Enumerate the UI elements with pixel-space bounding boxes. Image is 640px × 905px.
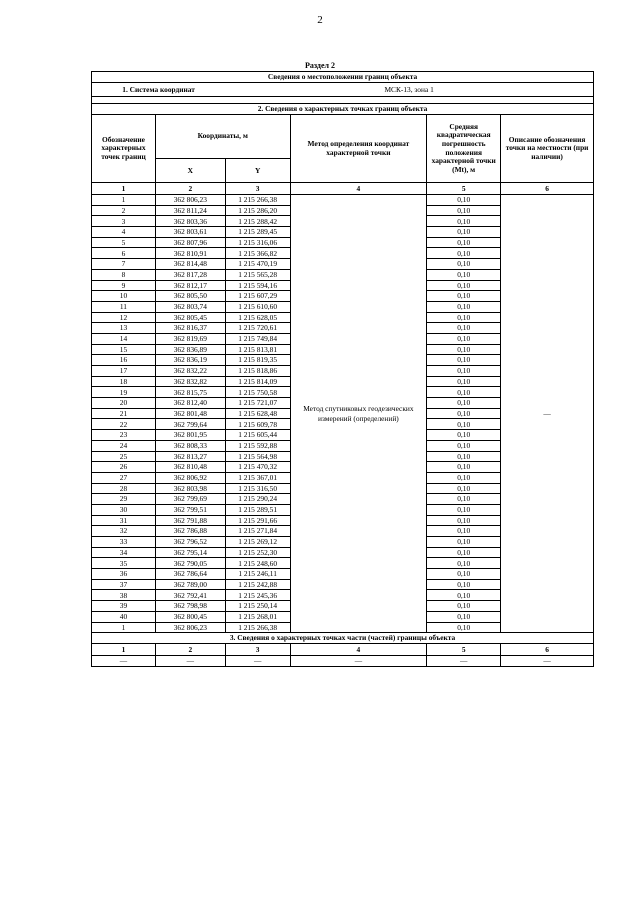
point-accuracy: 0,10	[427, 355, 501, 366]
point-x: 362 790,05	[155, 558, 225, 569]
col-number: 1	[92, 183, 156, 195]
point-number: 12	[92, 312, 156, 323]
point-accuracy: 0,10	[427, 504, 501, 515]
col-number: 6	[501, 183, 594, 195]
point-number: 20	[92, 398, 156, 409]
coordinate-system-value: МСК-13, зона 1	[225, 83, 593, 97]
point-accuracy: 0,10	[427, 216, 501, 227]
point-number: 36	[92, 569, 156, 580]
point-accuracy: 0,10	[427, 419, 501, 430]
col-number: 4	[290, 644, 427, 656]
point-y: 1 215 367,01	[225, 472, 290, 483]
point-x: 362 803,61	[155, 227, 225, 238]
point-accuracy: 0,10	[427, 227, 501, 238]
section3-cell: —	[155, 656, 225, 667]
point-number: 15	[92, 344, 156, 355]
point-x: 362 832,82	[155, 376, 225, 387]
point-x: 362 799,64	[155, 419, 225, 430]
section3-title: 3. Сведения о характерных точках части (частей) границы объекта	[92, 633, 594, 644]
point-y: 1 215 316,50	[225, 483, 290, 494]
point-x: 362 799,69	[155, 494, 225, 505]
point-x: 362 808,33	[155, 440, 225, 451]
point-number: 11	[92, 301, 156, 312]
point-accuracy: 0,10	[427, 558, 501, 569]
point-x: 362 803,98	[155, 483, 225, 494]
point-number: 29	[92, 494, 156, 505]
point-number: 8	[92, 269, 156, 280]
point-number: 9	[92, 280, 156, 291]
point-accuracy: 0,10	[427, 494, 501, 505]
point-number: 38	[92, 590, 156, 601]
point-y: 1 215 291,66	[225, 515, 290, 526]
method-cell: Метод спутниковых геодезических измерений (определений)	[290, 195, 427, 633]
point-number: 4	[92, 227, 156, 238]
point-x: 362 806,92	[155, 472, 225, 483]
point-x: 362 800,45	[155, 611, 225, 622]
point-number: 5	[92, 237, 156, 248]
main-header: Сведения о местоположении границ объекта	[92, 72, 594, 83]
point-y: 1 215 268,01	[225, 611, 290, 622]
point-number: 3	[92, 216, 156, 227]
point-y: 1 215 565,28	[225, 269, 290, 280]
point-number: 1	[92, 622, 156, 633]
point-y: 1 215 242,88	[225, 579, 290, 590]
point-accuracy: 0,10	[427, 291, 501, 302]
point-accuracy: 0,10	[427, 269, 501, 280]
col-number: 5	[427, 183, 501, 195]
point-y: 1 215 316,06	[225, 237, 290, 248]
point-number: 2	[92, 205, 156, 216]
point-number: 1	[92, 195, 156, 206]
point-accuracy: 0,10	[427, 451, 501, 462]
point-number: 35	[92, 558, 156, 569]
point-y: 1 215 248,60	[225, 558, 290, 569]
point-y: 1 215 470,19	[225, 259, 290, 270]
point-number: 22	[92, 419, 156, 430]
point-number: 25	[92, 451, 156, 462]
point-number: 10	[92, 291, 156, 302]
point-x: 362 798,98	[155, 601, 225, 612]
col-number: 3	[225, 183, 290, 195]
point-x: 362 806,23	[155, 195, 225, 206]
point-x: 362 812,17	[155, 280, 225, 291]
coordinate-system-label: 1. Система координат	[92, 83, 226, 97]
point-number: 17	[92, 366, 156, 377]
point-x: 362 812,40	[155, 398, 225, 409]
point-number: 31	[92, 515, 156, 526]
header-accuracy: Средняя квадратическая погрешность положения характерной точки (Mt), м	[427, 115, 501, 183]
point-y: 1 215 819,35	[225, 355, 290, 366]
point-accuracy: 0,10	[427, 526, 501, 537]
spacer-row	[92, 97, 594, 104]
header-y: Y	[225, 159, 290, 183]
point-y: 1 215 749,84	[225, 333, 290, 344]
point-x: 362 795,14	[155, 547, 225, 558]
point-y: 1 215 750,58	[225, 387, 290, 398]
point-y: 1 215 605,44	[225, 430, 290, 441]
section2-title: 2. Сведения о характерных точках границ объекта	[92, 104, 594, 115]
point-x: 362 801,95	[155, 430, 225, 441]
point-x: 362 799,51	[155, 504, 225, 515]
header-point: Обозначение характерных точек границ	[92, 115, 156, 183]
point-x: 362 810,48	[155, 462, 225, 473]
point-x: 362 806,23	[155, 622, 225, 633]
col-number: 5	[427, 644, 501, 656]
point-number: 14	[92, 333, 156, 344]
header-coords: Координаты, м	[155, 115, 290, 159]
point-y: 1 215 366,82	[225, 248, 290, 259]
point-x: 362 803,74	[155, 301, 225, 312]
point-number: 23	[92, 430, 156, 441]
point-accuracy: 0,10	[427, 259, 501, 270]
point-y: 1 215 290,24	[225, 494, 290, 505]
point-number: 37	[92, 579, 156, 590]
point-number: 13	[92, 323, 156, 334]
section3-cell: —	[225, 656, 290, 667]
point-accuracy: 0,10	[427, 344, 501, 355]
table-row	[92, 195, 594, 206]
point-x: 362 836,89	[155, 344, 225, 355]
point-number: 28	[92, 483, 156, 494]
point-number: 30	[92, 504, 156, 515]
section3-cell: —	[92, 656, 156, 667]
point-accuracy: 0,10	[427, 483, 501, 494]
point-y: 1 215 289,45	[225, 227, 290, 238]
point-y: 1 215 628,05	[225, 312, 290, 323]
point-number: 34	[92, 547, 156, 558]
point-y: 1 215 245,36	[225, 590, 290, 601]
point-y: 1 215 564,98	[225, 451, 290, 462]
point-y: 1 215 721,07	[225, 398, 290, 409]
point-y: 1 215 266,38	[225, 622, 290, 633]
point-accuracy: 0,10	[427, 280, 501, 291]
point-accuracy: 0,10	[427, 195, 501, 206]
point-accuracy: 0,10	[427, 323, 501, 334]
point-accuracy: 0,10	[427, 547, 501, 558]
point-number: 19	[92, 387, 156, 398]
point-x: 362 815,75	[155, 387, 225, 398]
point-accuracy: 0,10	[427, 387, 501, 398]
point-y: 1 215 289,51	[225, 504, 290, 515]
page-number: 2	[317, 14, 323, 26]
point-x: 362 817,28	[155, 269, 225, 280]
point-x: 362 792,41	[155, 590, 225, 601]
point-number: 33	[92, 537, 156, 548]
point-y: 1 215 269,12	[225, 537, 290, 548]
header-description: Описание обозначения точки на местности (при наличии)	[501, 115, 594, 183]
point-number: 21	[92, 408, 156, 419]
point-number: 7	[92, 259, 156, 270]
point-y: 1 215 286,20	[225, 205, 290, 216]
point-y: 1 215 246,11	[225, 569, 290, 580]
col-number: 3	[225, 644, 290, 656]
point-y: 1 215 607,29	[225, 291, 290, 302]
point-y: 1 215 266,38	[225, 195, 290, 206]
point-y: 1 215 252,30	[225, 547, 290, 558]
point-x: 362 813,27	[155, 451, 225, 462]
point-y: 1 215 271,84	[225, 526, 290, 537]
point-accuracy: 0,10	[427, 569, 501, 580]
point-accuracy: 0,10	[427, 237, 501, 248]
point-x: 362 803,36	[155, 216, 225, 227]
point-accuracy: 0,10	[427, 248, 501, 259]
point-number: 39	[92, 601, 156, 612]
point-accuracy: 0,10	[427, 430, 501, 441]
point-accuracy: 0,10	[427, 398, 501, 409]
point-accuracy: 0,10	[427, 515, 501, 526]
point-y: 1 215 818,86	[225, 366, 290, 377]
col-number: 1	[92, 644, 156, 656]
header-x: X	[155, 159, 225, 183]
col-number: 6	[501, 644, 594, 656]
point-x: 362 832,22	[155, 366, 225, 377]
point-y: 1 215 609,78	[225, 419, 290, 430]
point-y: 1 215 470,32	[225, 462, 290, 473]
point-accuracy: 0,10	[427, 333, 501, 344]
point-x: 362 805,50	[155, 291, 225, 302]
point-x: 362 805,45	[155, 312, 225, 323]
point-accuracy: 0,10	[427, 590, 501, 601]
point-accuracy: 0,10	[427, 440, 501, 451]
point-accuracy: 0,10	[427, 537, 501, 548]
point-accuracy: 0,10	[427, 472, 501, 483]
point-y: 1 215 720,61	[225, 323, 290, 334]
point-x: 362 791,88	[155, 515, 225, 526]
point-y: 1 215 813,81	[225, 344, 290, 355]
point-y: 1 215 814,09	[225, 376, 290, 387]
section3-cell: —	[427, 656, 501, 667]
point-accuracy: 0,10	[427, 301, 501, 312]
point-y: 1 215 288,42	[225, 216, 290, 227]
point-x: 362 786,64	[155, 569, 225, 580]
point-accuracy: 0,10	[427, 312, 501, 323]
point-accuracy: 0,10	[427, 408, 501, 419]
point-number: 40	[92, 611, 156, 622]
point-accuracy: 0,10	[427, 579, 501, 590]
point-y: 1 215 610,60	[225, 301, 290, 312]
point-x: 362 810,91	[155, 248, 225, 259]
point-x: 362 786,88	[155, 526, 225, 537]
point-number: 27	[92, 472, 156, 483]
point-x: 362 814,48	[155, 259, 225, 270]
point-x: 362 807,96	[155, 237, 225, 248]
section-title: Раздел 2	[304, 61, 336, 70]
point-x: 362 801,48	[155, 408, 225, 419]
point-y: 1 215 592,88	[225, 440, 290, 451]
col-number: 2	[155, 644, 225, 656]
point-number: 26	[92, 462, 156, 473]
col-number: 2	[155, 183, 225, 195]
point-number: 6	[92, 248, 156, 259]
point-number: 24	[92, 440, 156, 451]
point-x: 362 836,19	[155, 355, 225, 366]
section3-cell: —	[501, 656, 594, 667]
point-x: 362 819,69	[155, 333, 225, 344]
point-number: 16	[92, 355, 156, 366]
point-y: 1 215 628,48	[225, 408, 290, 419]
section3-cell: —	[290, 656, 427, 667]
point-x: 362 796,52	[155, 537, 225, 548]
point-accuracy: 0,10	[427, 376, 501, 387]
point-number: 18	[92, 376, 156, 387]
point-accuracy: 0,10	[427, 611, 501, 622]
point-accuracy: 0,10	[427, 622, 501, 633]
table-row	[92, 656, 594, 667]
header-method: Метод определения координат характерной точки	[290, 115, 427, 183]
point-x: 362 789,00	[155, 579, 225, 590]
boundary-table	[91, 71, 594, 667]
point-number: 32	[92, 526, 156, 537]
point-accuracy: 0,10	[427, 462, 501, 473]
description-cell: —	[501, 195, 594, 633]
point-y: 1 215 250,14	[225, 601, 290, 612]
point-x: 362 811,24	[155, 205, 225, 216]
point-accuracy: 0,10	[427, 601, 501, 612]
point-x: 362 816,37	[155, 323, 225, 334]
point-accuracy: 0,10	[427, 366, 501, 377]
point-accuracy: 0,10	[427, 205, 501, 216]
col-number: 4	[290, 183, 427, 195]
point-y: 1 215 594,16	[225, 280, 290, 291]
